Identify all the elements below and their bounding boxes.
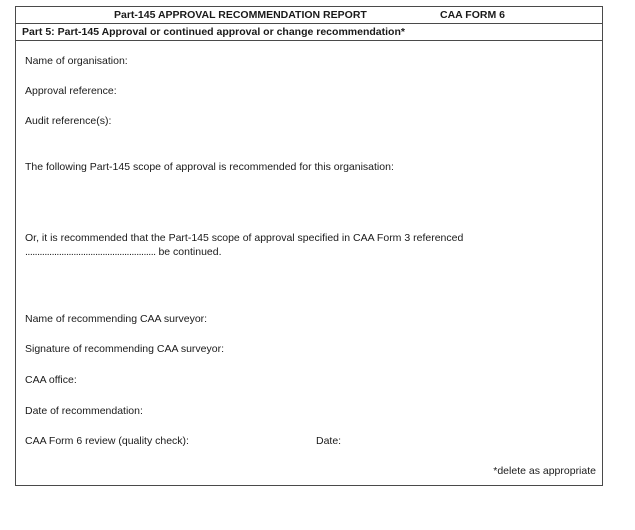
form-title: Part-145 APPROVAL RECOMMENDATION REPORT xyxy=(114,9,367,21)
footnote: *delete as appropriate xyxy=(493,465,596,477)
surveyor-name-label: Name of recommending CAA surveyor: xyxy=(25,313,208,325)
form3-reference-blank[interactable]: ...................................................... xyxy=(25,246,156,258)
approval-reference-label: Approval reference: xyxy=(25,85,117,97)
name-of-organisation-label: Name of organisation: xyxy=(25,55,128,67)
audit-references-label: Audit reference(s): xyxy=(25,115,112,127)
surveyor-signature-label: Signature of recommending CAA surveyor: xyxy=(25,343,225,355)
form-header xyxy=(16,7,602,24)
approval-recommendation-form xyxy=(15,6,603,486)
scope-recommended-text: The following Part-145 scope of approval is recommended for this organisation: xyxy=(25,161,394,173)
review-date-label: Date: xyxy=(316,435,342,447)
caa-office-label: CAA office: xyxy=(25,374,77,386)
be-continued-text: be continued. xyxy=(155,246,222,258)
form-number: CAA FORM 6 xyxy=(440,9,505,21)
scope-continued-text: Or, it is recommended that the Part-145 scope of approval specified in CAA Form 3 referenced xyxy=(25,232,464,244)
scope-continued-line2 xyxy=(25,246,222,258)
part-heading: Part 5: Part-145 Approval or continued approval or change recommendation* xyxy=(16,24,602,41)
form6-review-label: CAA Form 6 review (quality check): xyxy=(25,435,189,447)
date-of-recommendation-label: Date of recommendation: xyxy=(25,405,143,417)
